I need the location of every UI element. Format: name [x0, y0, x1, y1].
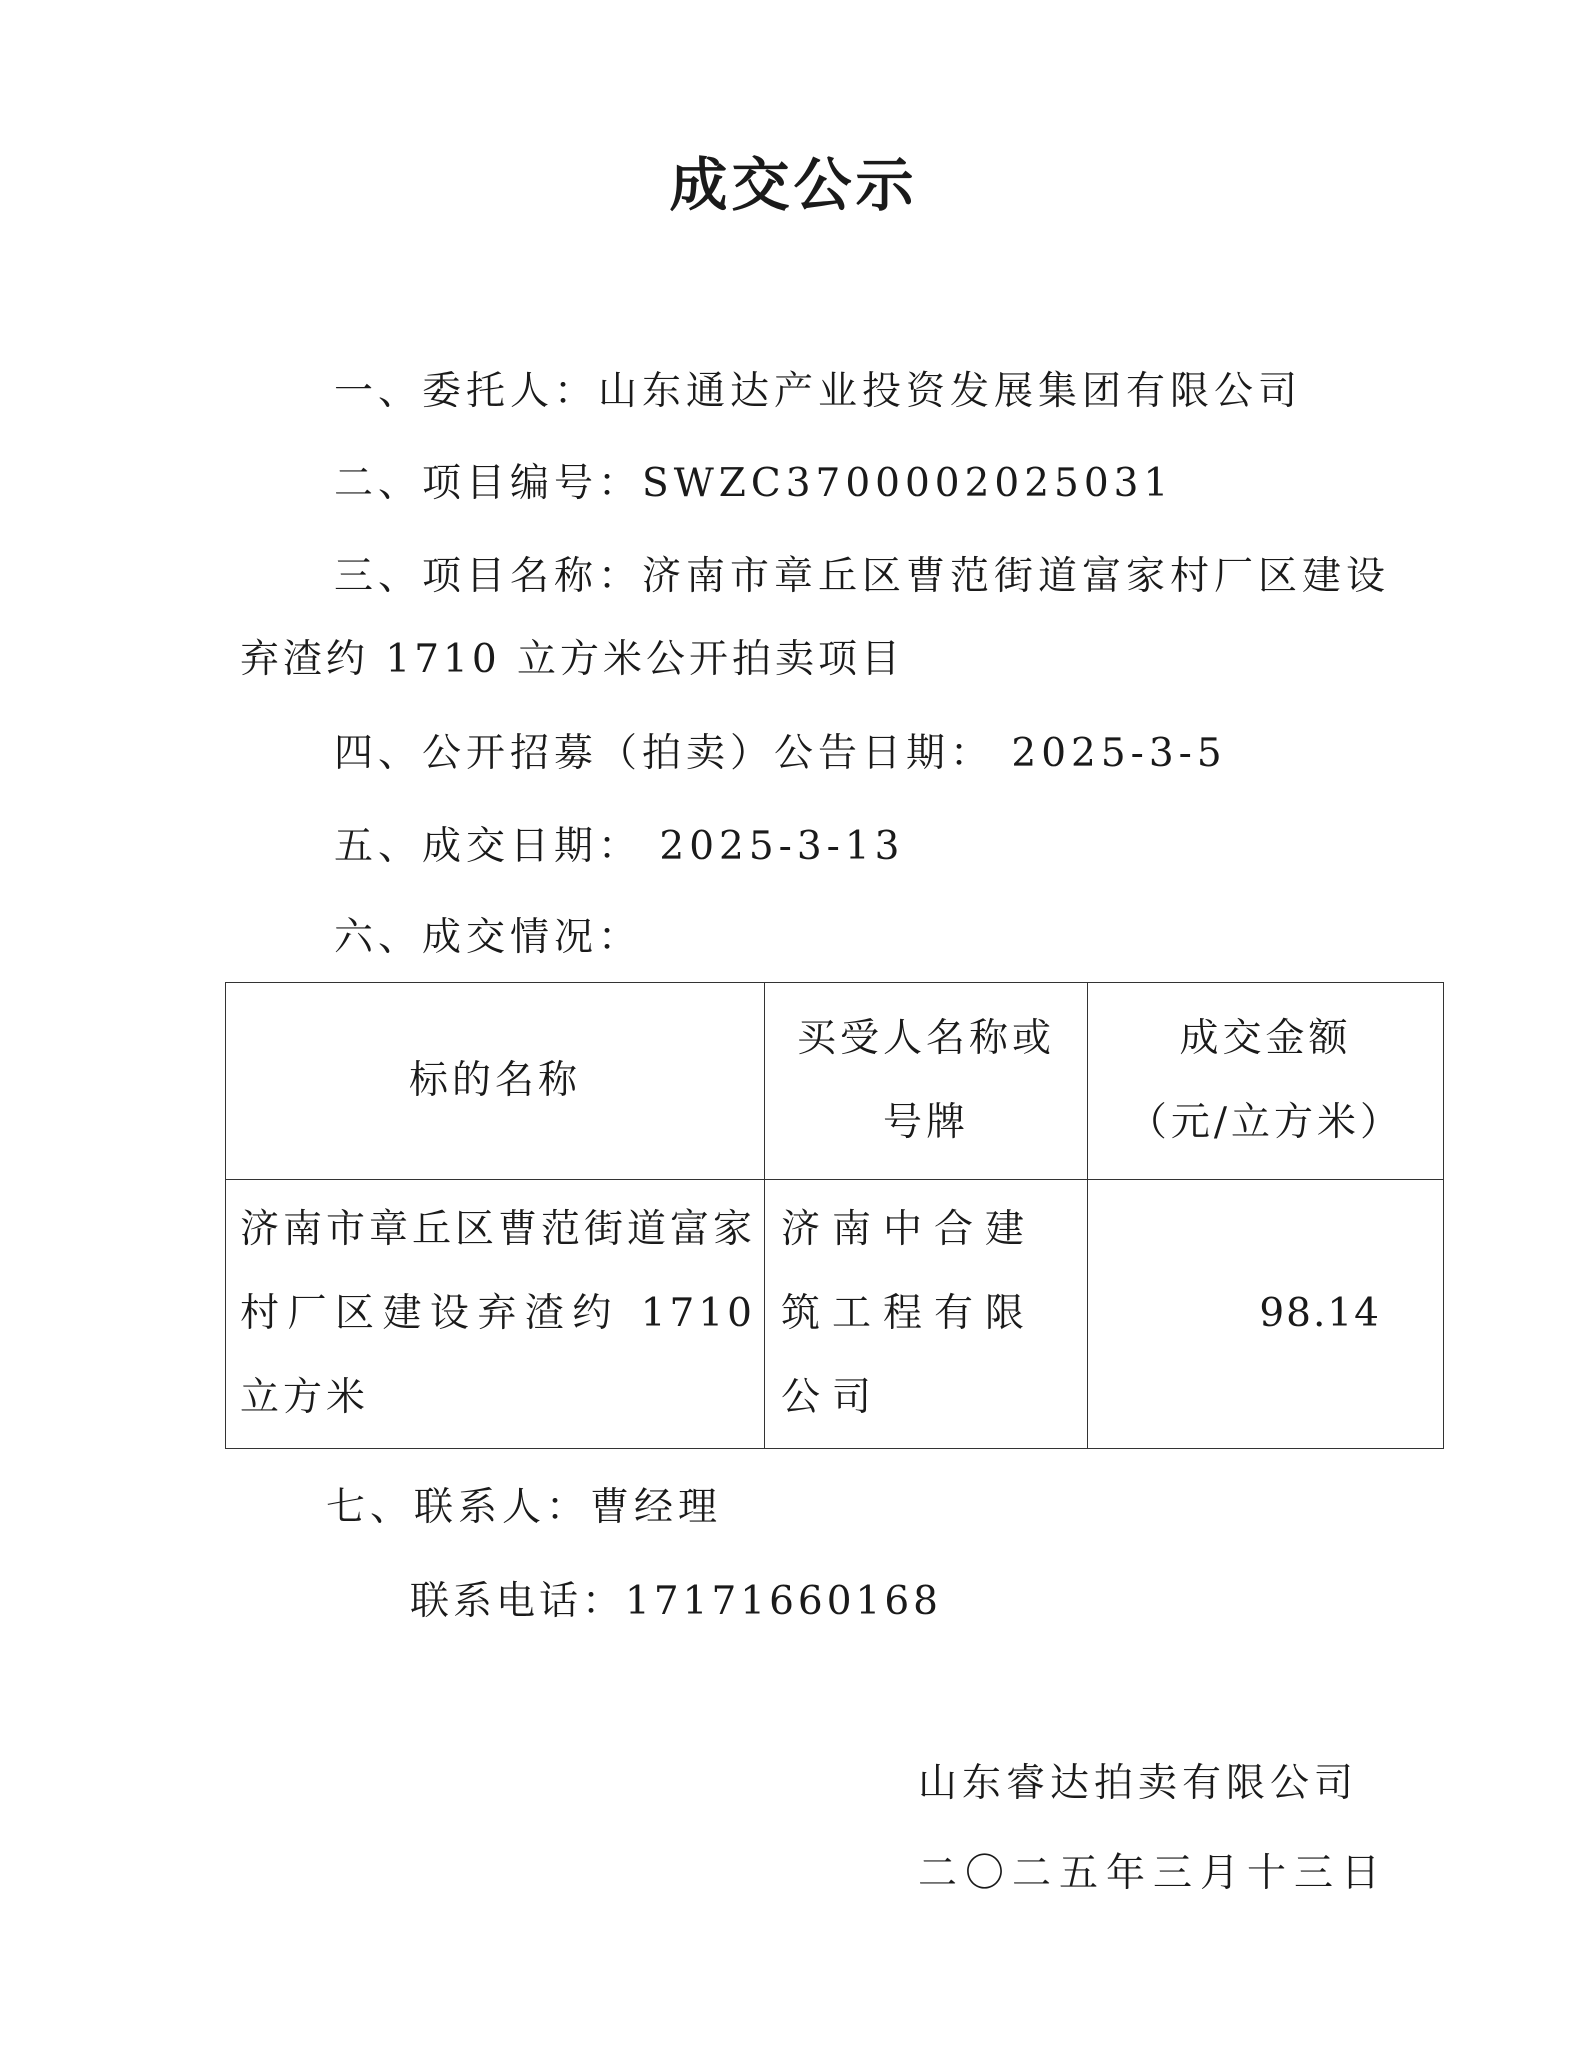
cell-buyer: 济南中合建筑工程有限公司	[765, 1180, 1088, 1449]
contact-person-line: 七、联系人：曹经理	[326, 1485, 723, 1530]
header-amount	[1088, 983, 1444, 1180]
header-buyer-label-line2: 号牌	[882, 1100, 969, 1145]
cell-subject: 济南市章丘区曹范街道富家村厂区建设弃渣约 1710 立方米	[226, 1180, 765, 1449]
cell-amount: 98.14	[1088, 1180, 1444, 1449]
header-buyer	[765, 983, 1088, 1180]
contact-phone-line: 联系电话：17171660168	[410, 1579, 942, 1624]
signature-date: 二〇二五年三月十三日	[918, 1851, 1389, 1896]
project-number-line: 二、项目编号：SWZC3700002025031	[334, 461, 1174, 506]
deal-date-line: 五、成交日期： 2025-3-13	[334, 824, 905, 869]
client-line: 一、委托人：山东通达产业投资发展集团有限公司	[334, 369, 1303, 414]
header-subject	[226, 983, 765, 1180]
announcement-date-line: 四、公开招募（拍卖）公告日期： 2025-3-5	[334, 731, 1227, 776]
header-buyer-label-line1: 买受人名称或	[796, 1016, 1055, 1061]
header-amount-label-line1: 成交金额	[1179, 1016, 1352, 1061]
header-subject-label: 标的名称	[408, 1058, 581, 1103]
table-row	[226, 1180, 1444, 1449]
header-amount-label-line2: （元/立方米）	[1127, 1100, 1404, 1145]
deal-table	[225, 982, 1444, 1449]
signature-company: 山东睿达拍卖有限公司	[918, 1761, 1359, 1806]
project-name-continuation: 弃渣约 1710 立方米公开拍卖项目	[240, 637, 905, 682]
table-header-row	[226, 983, 1444, 1180]
project-name-line: 三、项目名称：济南市章丘区曹范街道富家村厂区建设	[334, 554, 1391, 599]
page-title: 成交公示	[669, 151, 918, 219]
deal-status-heading: 六、成交情况：	[334, 915, 643, 960]
